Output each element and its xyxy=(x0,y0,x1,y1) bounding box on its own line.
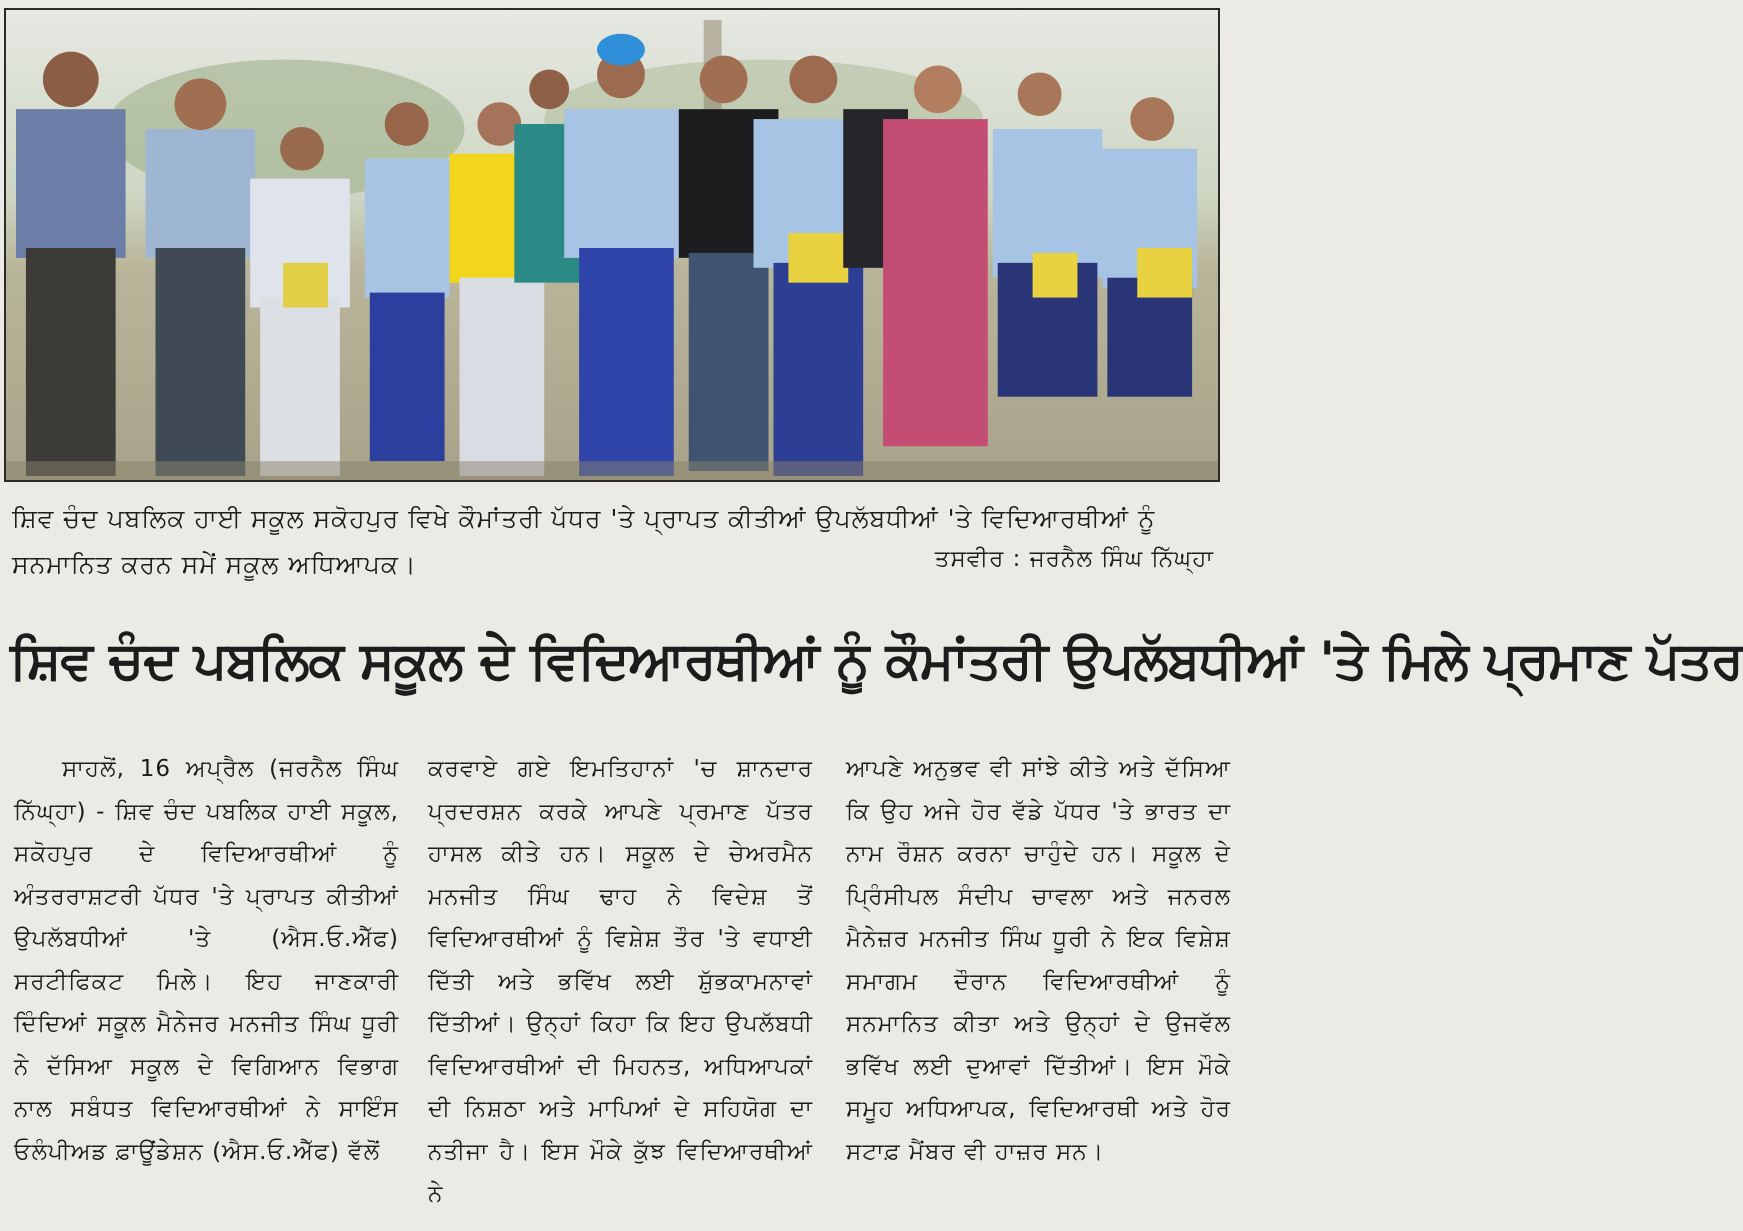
article-column-2 xyxy=(428,748,813,1216)
article-paragraph: ਸਾਹਲੋਂ, 16 ਅਪ੍ਰੈਲ (ਜਰਨੈਲ ਸਿੰਘ ਨਿੱਘ੍ਹਾ) - ਸ਼ਿਵ ਚੰਦ ਪਬਲਿਕ ਹਾਈ ਸਕੂਲ, ਸਕੋਹਪੁਰ ਦੇ ਵਿਦਿਆਰਥੀਆਂ ਨੂੰ ਅੰਤਰਰਾਸ਼ਟਰੀ ਪੱਧਰ 'ਤੇ ਪ੍ਰਾਪਤ ਕੀਤੀਆਂ ਉਪਲੱਬਧੀਆਂ 'ਤੇ (ਐਸ.ਓ.ਐੱਫ) ਸਰਟੀਫਿਕਟ ਮਿਲੇ। ਇਹ ਜਾਣਕਾਰੀ ਦਿੰਦਿਆਂ ਸਕੂਲ ਮੈਨੇਜਰ ਮਨਜੀਤ ਸਿੰਘ ਧੂਰੀ ਨੇ ਦੱਸਿਆ ਸਕੂਲ ਦੇ ਵਿਗਿਆਨ ਵਿਭਾਗ ਨਾਲ ਸਬੰਧਤ ਵਿਦਿਆਰਥੀਆਂ ਨੇ ਸਾਇੰਸ ਓਲੰਪੀਅਡ ਫ਼ਾਊਂਡੇਸ਼ਨ (ਐਸ.ਓ.ਐੱਫ) ਵੱਲੋਂ xyxy=(14,756,399,1165)
article-column-1 xyxy=(14,748,399,1173)
photo-credit: ਤਸਵੀਰ : ਜਰਨੈਲ ਸਿੰਘ ਨਿੱਘ੍ਹਾ xyxy=(934,546,1214,572)
article-body xyxy=(14,748,1231,1218)
photo-caption xyxy=(12,496,1220,588)
article-paragraph: ਕਰਵਾਏ ਗਏ ਇਮਤਿਹਾਨਾਂ 'ਚ ਸ਼ਾਨਦਾਰ ਪ੍ਰਦਰਸ਼ਨ ਕਰਕੇ ਆਪਣੇ ਪ੍ਰਮਾਣ ਪੱਤਰ ਹਾਸਲ ਕੀਤੇ ਹਨ। ਸਕੂਲ ਦੇ ਚੇਅਰਮੈਨ ਮਨਜੀਤ ਸਿੰਘ ਢਾਹ ਨੇ ਵਿਦੇਸ਼ ਤੋਂ ਵਿਦਿਆਰਥੀਆਂ ਨੂੰ ਵਿਸ਼ੇਸ਼ ਤੌਰ 'ਤੇ ਵਧਾਈ ਦਿੱਤੀ ਅਤੇ ਭਵਿੱਖ ਲਈ ਸ਼ੁੱਭਕਾਮਨਾਵਾਂ ਦਿੱਤੀਆਂ। ਉਨ੍ਹਾਂ ਕਿਹਾ ਕਿ ਇਹ ਉਪਲੱਬਧੀ ਵਿਦਿਆਰਥੀਆਂ ਦੀ ਮਿਹਨਤ, ਅਧਿਆਪਕਾਂ ਦੀ ਨਿਸ਼ਠਾ ਅਤੇ ਮਾਪਿਆਂ ਦੇ ਸਹਿਯੋਗ ਦਾ ਨਤੀਜਾ ਹੈ। ਇਸ ਮੌਕੇ ਕੁੱਝ ਵਿਦਿਆਰਥੀਆਂ ਨੇ xyxy=(428,756,813,1207)
headline: ਸ਼ਿਵ ਚੰਦ ਪਬਲਿਕ ਸਕੂਲ ਦੇ ਵਿਦਿਆਰਥੀਆਂ ਨੂੰ ਕੌਮਾਂਤਰੀ ਉਪਲੱਬਧੀਆਂ 'ਤੇ ਮਿਲੇ ਪ੍ਰਮਾਣ ਪੱਤਰ xyxy=(10,631,1743,691)
article-column-3 xyxy=(846,748,1231,1173)
caption-text: ਸ਼ਿਵ ਚੰਦ ਪਬਲਿਕ ਹਾਈ ਸਕੂਲ ਸਕੋਹਪੁਰ ਵਿਖੇ ਕੌਮਾਂਤਰੀ ਪੱਧਰ 'ਤੇ ਪ੍ਰਾਪਤ ਕੀਤੀਆਂ ਉਪਲੱਬਧੀਆਂ 'ਤੇ ਵਿਦਿਆਰਥੀਆਂ ਨੂੰ ਸਨਮਾਨਿਤ ਕਰਨ ਸਮੇਂ ਸਕੂਲ ਅਧਿਆਪਕ। xyxy=(12,504,1156,579)
group-photo xyxy=(4,8,1220,482)
group-photo-icon xyxy=(6,10,1218,480)
article-paragraph: ਆਪਣੇ ਅਨੁਭਵ ਵੀ ਸਾਂਝੇ ਕੀਤੇ ਅਤੇ ਦੱਸਿਆ ਕਿ ਉਹ ਅਜੇ ਹੋਰ ਵੱਡੇ ਪੱਧਰ 'ਤੇ ਭਾਰਤ ਦਾ ਨਾਮ ਰੌਸ਼ਨ ਕਰਨਾ ਚਾਹੁੰਦੇ ਹਨ। ਸਕੂਲ ਦੇ ਪ੍ਰਿੰਸੀਪਲ ਸੰਦੀਪ ਚਾਵਲਾ ਅਤੇ ਜਨਰਲ ਮੈਨੇਜ਼ਰ ਮਨਜੀਤ ਸਿੰਘ ਧੂਰੀ ਨੇ ਇਕ ਵਿਸ਼ੇਸ਼ ਸਮਾਗਮ ਦੌਰਾਨ ਵਿਦਿਆਰਥੀਆਂ ਨੂੰ ਸਨਮਾਨਿਤ ਕੀਤਾ ਅਤੇ ਉਨ੍ਹਾਂ ਦੇ ਉਜਵੱਲ ਭਵਿੱਖ ਲਈ ਦੁਆਵਾਂ ਦਿੱਤੀਆਂ। ਇਸ ਮੌਕੇ ਸਮੂਹ ਅਧਿਆਪਕ, ਵਿਦਿਆਰਥੀ ਅਤੇ ਹੋਰ ਸਟਾਫ਼ ਮੈਂਬਰ ਵੀ ਹਾਜ਼ਰ ਸਨ। xyxy=(846,756,1231,1165)
